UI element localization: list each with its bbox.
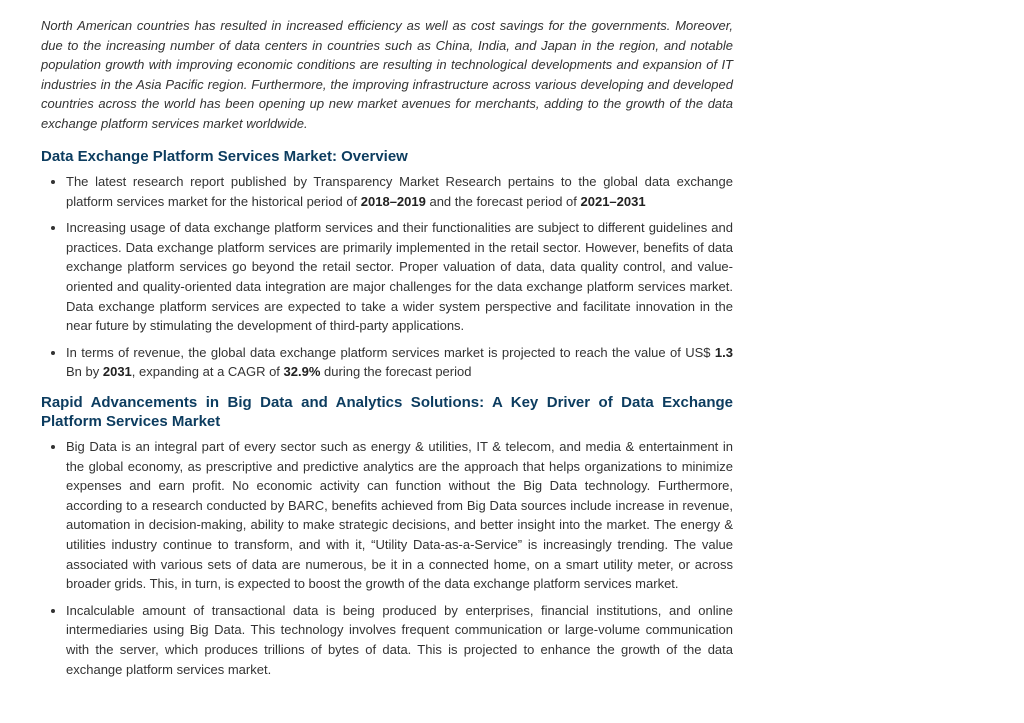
target-year: 2031 xyxy=(102,364,132,380)
overview-list xyxy=(41,172,733,382)
overview-bullet-3 xyxy=(66,343,733,382)
intro-paragraph: North American countries has resulted in increased efficiency as well as cost savings for the governments. Moreover, due to the increasing number of data centers in countries such as China, India, and Japan in the region, and notable population growth with improving economic conditions are resulting in technological developments and expansion of IT industries in the Asia Pacific region. Furthermore, the improving infrastructure across various developing and developed countries across the world has been opening up new market avenues for merchants, adding to the growth of the data exchange platform services market worldwide. xyxy=(41,18,733,131)
forecast-period: 2021–2031 xyxy=(580,193,646,209)
overview-bullet-3-text-b: Bn by xyxy=(66,364,103,380)
overview-bullet-1-text-b: and the forecast period of xyxy=(425,193,581,209)
overview-bullet-3-text-c: , expanding at a CAGR of xyxy=(131,364,284,380)
cagr-value: 32.9% xyxy=(283,364,321,380)
driver-list xyxy=(41,437,733,679)
driver-heading: Rapid Advancements in Big Data and Analytics Solutions: A Key Driver of Data Exchange Platform Services Market xyxy=(41,394,733,430)
historical-period: 2018–2019 xyxy=(360,193,426,209)
overview-bullet-3-text-d: during the forecast period xyxy=(320,364,472,380)
article-content xyxy=(41,16,733,679)
driver-bullet-2: • Incalculable amount of transactional data is being produced by enterprises, financial institutions, and online intermediaries using Big Data. This technology involves frequent communication or large-volume communication with the server, which produces trillions of bytes of data. This is projected to enhance the growth of the data exchange platform services market. xyxy=(66,601,733,679)
driver-bullet-1: • Big Data is an integral part of every sector such as energy & utilities, IT & telecom, and media & entertainment in the global economy, as prescriptive and predictive analytics are the approach that helps organizations to minimize expenses and earn profit. No economic activity can function without the Big Data technology. Furthermore, according to a research conducted by BARC, benefits achieved from Big Data sources include increase in revenue, automation in decision-making, ability to make strategic decisions, and better insight into the market. The energy & utilities industry continue to transform, and with it, “Utility Data-as-a-Service” is increasingly trending. The value associated with various sets of data are numerous, be it in a connected home, on a smart utility meter, or across broader grids. This, in turn, is expected to boost the growth of the data exchange platform services market. xyxy=(66,437,733,594)
overview-bullet-1-text-a: The latest research report published by Transparency Market Research pertains to the global data exchange platform services market for the historical period of xyxy=(66,174,733,209)
overview-bullet-2: • Increasing usage of data exchange platform services and their functionalities are subject to different guidelines and practices. Data exchange platform services are primarily implemented in the retail sector. However, benefits of data exchange platform services go beyond the retail sector. Proper valuation of data, data quality control, and value-oriented and quality-oriented data integration are major challenges for the data exchange platform services market. Data exchange platform services are expected to take a wider system perspective and facilitate innovation in the near future by stimulating the development of third-party applications. xyxy=(66,218,733,336)
overview-bullet-1 xyxy=(66,172,733,211)
overview-heading: Data Exchange Platform Services Market: Overview xyxy=(41,147,408,165)
overview-bullet-3-text-a: In terms of revenue, the global data exchange platform services market is projected to reach the value of US$ xyxy=(66,344,715,360)
market-value: 1.3 xyxy=(714,344,733,360)
